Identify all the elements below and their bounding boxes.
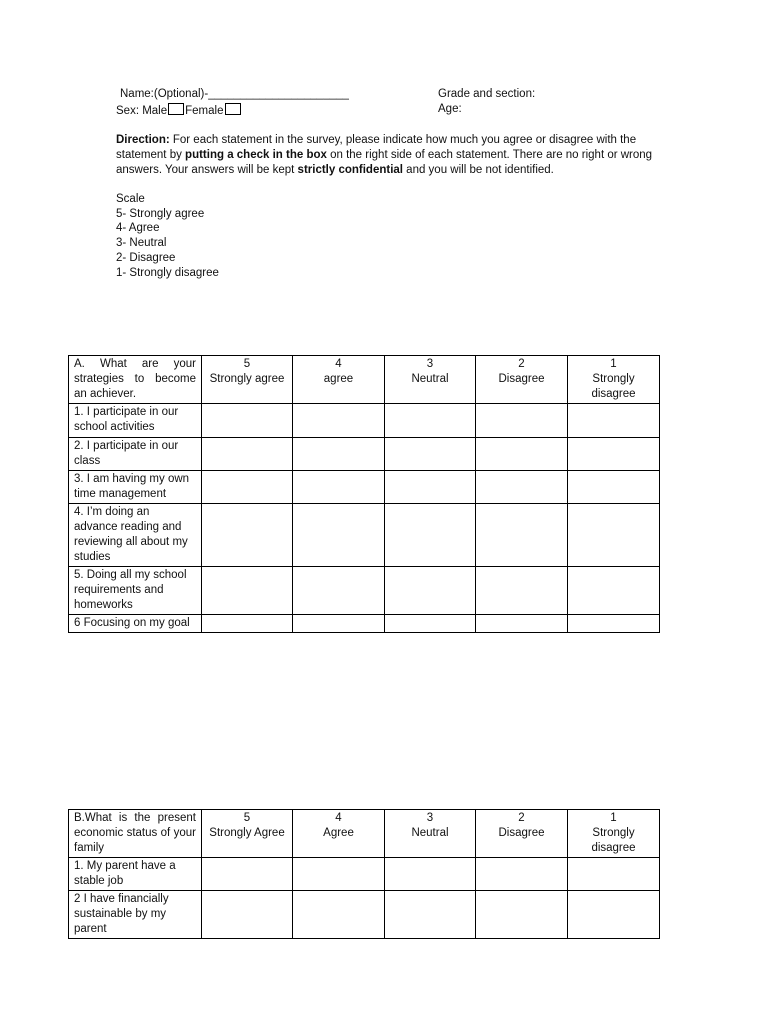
scale-header-4: 4 Agree (293, 810, 385, 858)
rating-cell-1[interactable] (568, 438, 660, 471)
rating-cell-4[interactable] (293, 504, 385, 567)
rating-cell-2[interactable] (476, 404, 568, 438)
age-label: Age: (438, 103, 462, 115)
statement-cell: 2. I participate in our class (69, 438, 202, 471)
table-row (69, 438, 660, 471)
table-row (69, 404, 660, 438)
rating-cell-3[interactable] (385, 504, 476, 567)
rating-cell-1[interactable] (568, 891, 660, 939)
rating-cell-2[interactable] (476, 504, 568, 567)
table-row (69, 891, 660, 939)
sex-field (116, 103, 242, 117)
rating-cell-3[interactable] (385, 891, 476, 939)
rating-cell-1[interactable] (568, 471, 660, 504)
direction-emphasis: putting a check in the box (185, 149, 327, 161)
scale-header-1: 1 Strongly disagree (568, 810, 660, 858)
sex-female-label: Female (185, 105, 224, 117)
rating-cell-1[interactable] (568, 504, 660, 567)
table-row (69, 567, 660, 615)
rating-cell-2[interactable] (476, 858, 568, 891)
rating-cell-4[interactable] (293, 891, 385, 939)
table-row (69, 471, 660, 504)
rating-cell-2[interactable] (476, 891, 568, 939)
scale-header-5: 5 Strongly Agree (202, 810, 293, 858)
rating-cell-2[interactable] (476, 438, 568, 471)
rating-cell-5[interactable] (202, 615, 293, 633)
rating-cell-3[interactable] (385, 567, 476, 615)
rating-cell-3[interactable] (385, 858, 476, 891)
scale-item: 4- Agree (116, 222, 160, 235)
rating-cell-3[interactable] (385, 471, 476, 504)
table-row (69, 504, 660, 567)
grade-section-label: Grade and section: (438, 88, 536, 100)
question-a-heading: A. What are your strategies to become an achiever. (69, 356, 202, 404)
scale-header-2: 2 Disagree (476, 810, 568, 858)
rating-cell-5[interactable] (202, 504, 293, 567)
rating-cell-1[interactable] (568, 567, 660, 615)
rating-cell-3[interactable] (385, 404, 476, 438)
rating-cell-3[interactable] (385, 615, 476, 633)
rating-cell-5[interactable] (202, 567, 293, 615)
rating-cell-5[interactable] (202, 438, 293, 471)
statement-cell: 5. Doing all my school requirements and homeworks (69, 567, 202, 615)
scale-header-5: 5 Strongly agree (202, 356, 293, 404)
survey-table-a (68, 355, 660, 633)
rating-cell-2[interactable] (476, 471, 568, 504)
rating-cell-5[interactable] (202, 891, 293, 939)
rating-cell-4[interactable] (293, 438, 385, 471)
statement-cell: 6 Focusing on my goal (69, 615, 202, 633)
scale-item: 3- Neutral (116, 237, 167, 250)
direction-emphasis: strictly confidential (297, 164, 403, 176)
survey-table-b (68, 809, 660, 939)
rating-cell-4[interactable] (293, 471, 385, 504)
statement-cell: 1. I participate in our school activities (69, 404, 202, 438)
direction-label: Direction: (116, 134, 170, 146)
scale-legend (116, 192, 219, 280)
table-header-row (69, 810, 660, 858)
table-header-row (69, 356, 660, 404)
table-row (69, 615, 660, 633)
name-field-label: Name:(Optional)-______________________ (120, 88, 349, 100)
rating-cell-1[interactable] (568, 858, 660, 891)
female-checkbox[interactable] (225, 103, 241, 115)
rating-cell-4[interactable] (293, 858, 385, 891)
scale-item: 2- Disagree (116, 251, 176, 264)
rating-cell-3[interactable] (385, 438, 476, 471)
rating-cell-5[interactable] (202, 404, 293, 438)
rating-cell-2[interactable] (476, 567, 568, 615)
statement-cell: 4. I’m doing an advance reading and reviewing all about my studies (69, 504, 202, 567)
rating-cell-4[interactable] (293, 567, 385, 615)
rating-cell-1[interactable] (568, 615, 660, 633)
rating-cell-4[interactable] (293, 615, 385, 633)
rating-cell-5[interactable] (202, 471, 293, 504)
rating-cell-2[interactable] (476, 615, 568, 633)
scale-title: Scale (116, 193, 145, 205)
direction-text: on the right side of each statement. There are no right or wrong answers. Your answers will be kept (116, 149, 653, 176)
direction-paragraph (116, 133, 676, 178)
scale-header-3: 3 Neutral (385, 356, 476, 404)
male-checkbox[interactable] (168, 103, 184, 115)
statement-cell: 1. My parent have a stable job (69, 858, 202, 891)
scale-item: 5- Strongly agree (116, 207, 205, 220)
rating-cell-4[interactable] (293, 404, 385, 438)
statement-cell: 2 I have financially sustainable by my parent (69, 891, 202, 939)
direction-text: and you will be not identified. (402, 164, 554, 176)
statement-cell: 3. I am having my own time management (69, 471, 202, 504)
direction-text: For each statement in the survey, please indicate how much you agree or disagree with the statement by (116, 134, 637, 161)
scale-header-2: 2 Disagree (476, 356, 568, 404)
scale-header-1: 1 Strongly disagree (568, 356, 660, 404)
question-b-heading: B.What is the present economic status of your family (69, 810, 202, 858)
scale-header-3: 3 Neutral (385, 810, 476, 858)
scale-header-4: 4 agree (293, 356, 385, 404)
rating-cell-1[interactable] (568, 404, 660, 438)
table-row (69, 858, 660, 891)
sex-male-label: Sex: Male (116, 105, 168, 117)
scale-item: 1- Strongly disagree (116, 266, 219, 279)
rating-cell-5[interactable] (202, 858, 293, 891)
